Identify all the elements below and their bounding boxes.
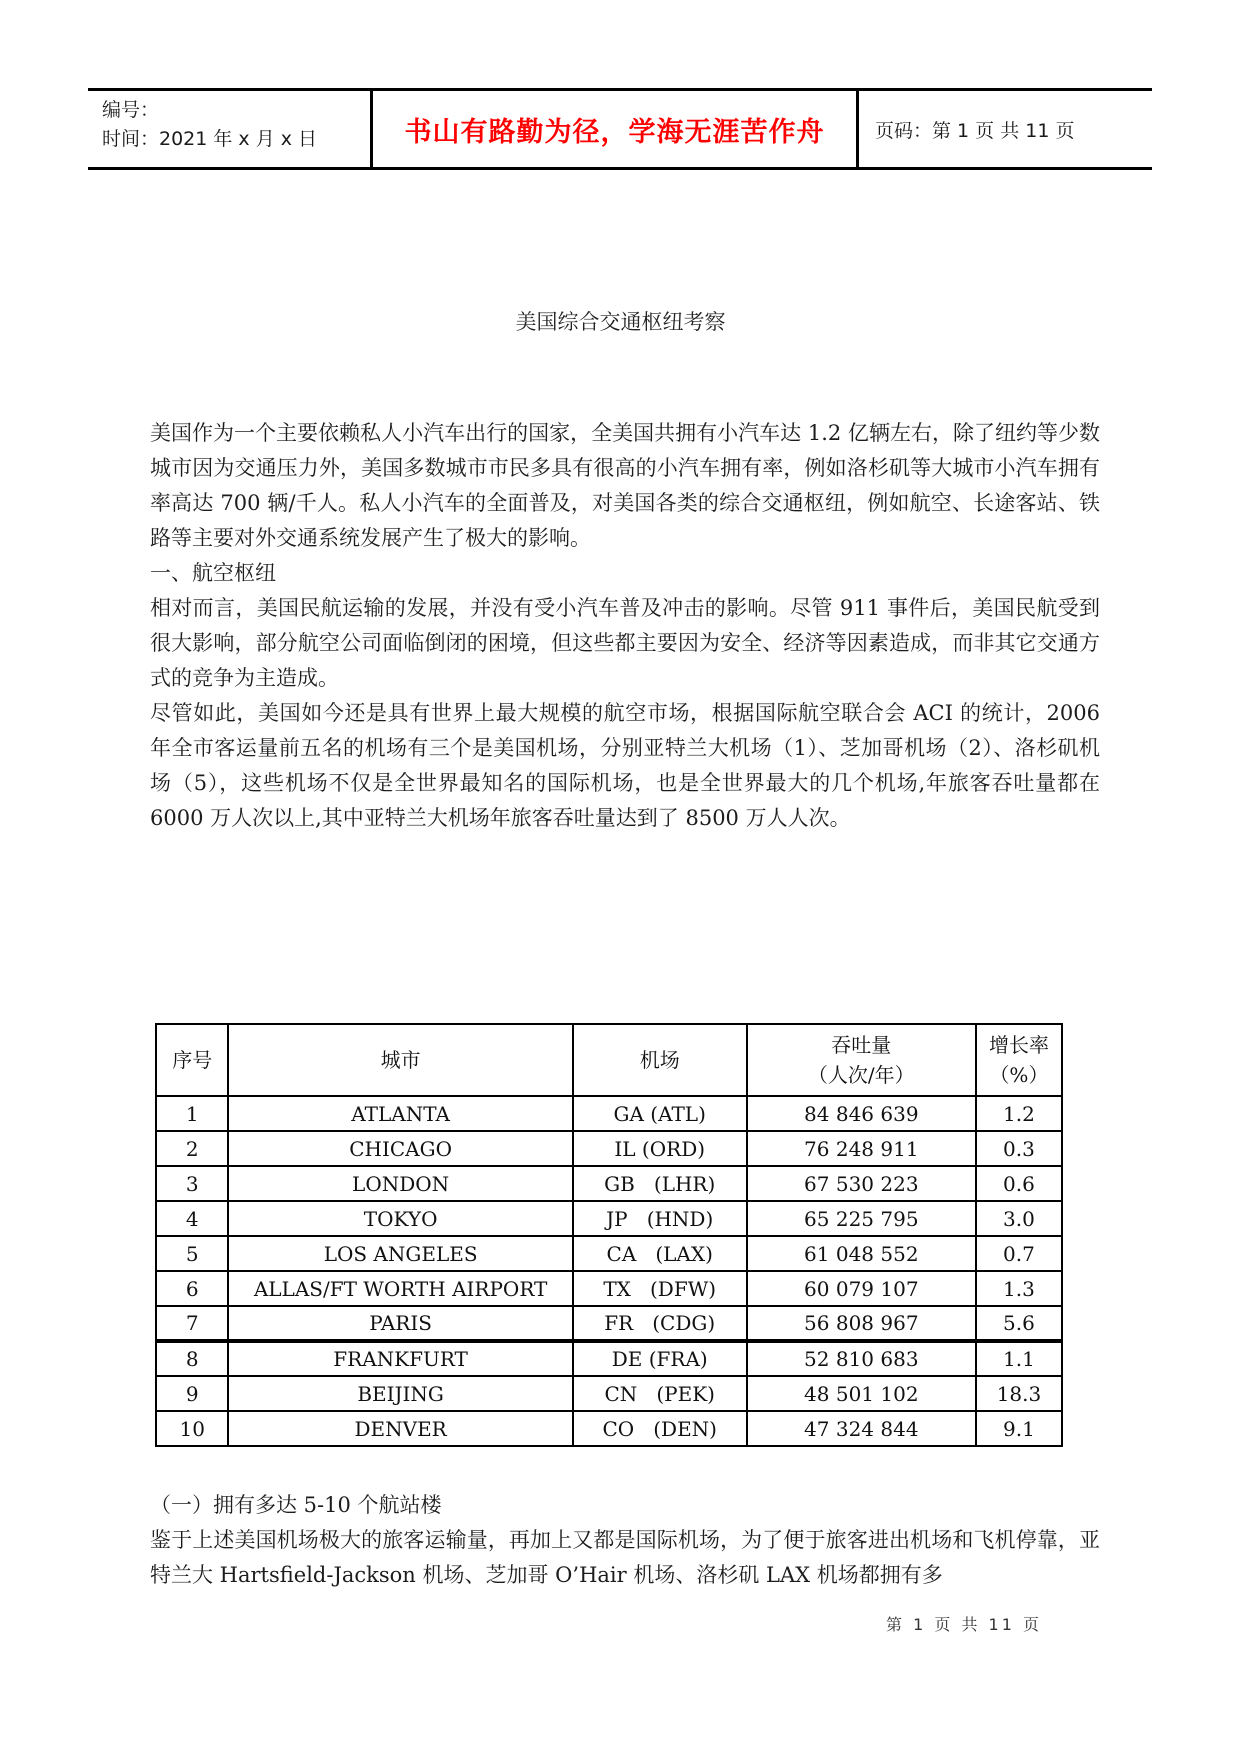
header-box <box>88 88 1152 170</box>
cell-throughput: 67 530 223 <box>747 1166 976 1201</box>
table-row <box>156 1376 1062 1411</box>
header-growth-line1: 增长率 <box>988 1033 1049 1057</box>
page-number-label: 页码：第 1 页 共 11 页 <box>875 119 1075 142</box>
cell-rank: 5 <box>156 1236 228 1271</box>
table-row <box>156 1341 1062 1376</box>
cell-growth-rate: 18.3 <box>976 1376 1062 1411</box>
page-footer: 第 1 页 共 11 页 <box>886 1615 1042 1634</box>
cell-throughput: 48 501 102 <box>747 1376 976 1411</box>
paragraph-terminals: 鉴于上述美国机场极大的旅客运输量，再加上又都是国际机场，为了便于旅客进出机场和飞机停靠，亚特兰大 Hartsfield-Jackson 机场、芝加哥 O’Hair 机场、洛杉矶 LAX 机场都拥有多 <box>150 1528 1100 1587</box>
cell-rank: 10 <box>156 1411 228 1446</box>
doc-time-label: 时间：2021 年 x 月 x 日 <box>102 128 318 150</box>
cell-throughput: 76 248 911 <box>747 1131 976 1166</box>
table-row <box>156 1201 1062 1236</box>
cell-rank: 4 <box>156 1201 228 1236</box>
header-cell-city: 城市 <box>228 1024 572 1096</box>
cell-city: LOS ANGELES <box>228 1236 572 1271</box>
airport-throughput-table <box>155 1023 1063 1447</box>
cell-growth-rate: 0.6 <box>976 1166 1062 1201</box>
cell-city: LONDON <box>228 1166 572 1201</box>
header-cell-growth <box>976 1024 1062 1096</box>
cell-throughput: 56 808 967 <box>747 1306 976 1341</box>
header-throughput-line1: 吞吐量 <box>831 1033 892 1057</box>
cell-throughput: 60 079 107 <box>747 1271 976 1306</box>
cell-growth-rate: 0.7 <box>976 1236 1062 1271</box>
subsection-heading-terminals: （一）拥有多达 5-10 个航站楼 <box>150 1493 442 1517</box>
table-row <box>156 1236 1062 1271</box>
airport-table-body <box>156 1096 1062 1446</box>
cell-city: PARIS <box>228 1306 572 1341</box>
header-growth-line2: （%） <box>989 1063 1049 1087</box>
cell-city: ALLAS/FT WORTH AIRPORT <box>228 1271 572 1306</box>
header-slogan-cell <box>370 91 856 167</box>
cell-rank: 7 <box>156 1306 228 1341</box>
cell-growth-rate: 3.0 <box>976 1201 1062 1236</box>
cell-rank: 3 <box>156 1166 228 1201</box>
cell-city: TOKYO <box>228 1201 572 1236</box>
cell-airport-code: GB (LHR) <box>573 1166 747 1201</box>
header-throughput-line2: （人次/年） <box>807 1063 915 1087</box>
table-header-row <box>156 1024 1062 1096</box>
cell-rank: 2 <box>156 1131 228 1166</box>
paragraph-aci-stats: 尽管如此，美国如今还是具有世界上最大规模的航空市场，根据国际航空联合会 ACI 的统计，2006 年全市客运量前五名的机场有三个是美国机场，分别亚特兰大机场（1）、芝加哥机场（2）、洛杉矶机场（5），这些机场不仅是全世界最知名的国际机场，也是全世界最大的几个机场,年旅客吞吐量都在 6000 万人次以上,其中亚特兰大机场年旅客吞吐量达到了 8500 万人人次。 <box>150 701 1100 830</box>
paragraph-civil-aviation: 相对而言，美国民航运输的发展，并没有受小汽车普及冲击的影响。尽管 911 事件后，美国民航受到很大影响，部分航空公司面临倒闭的困境，但这些都主要因为安全、经济等因素造成，而非其它交通方式的竞争为主造成。 <box>150 596 1100 690</box>
table-row <box>156 1411 1062 1446</box>
cell-airport-code: CA (LAX) <box>573 1236 747 1271</box>
main-text-block <box>150 416 1100 836</box>
cell-airport-code: FR (CDG) <box>573 1306 747 1341</box>
cell-growth-rate: 0.3 <box>976 1131 1062 1166</box>
header-cell-throughput <box>747 1024 976 1096</box>
cell-city: DENVER <box>228 1411 572 1446</box>
cell-throughput: 65 225 795 <box>747 1201 976 1236</box>
table-row <box>156 1271 1062 1306</box>
cell-airport-code: JP (HND) <box>573 1201 747 1236</box>
slogan-text: 书山有路勤为径，学海无涯苦作舟 <box>404 116 825 148</box>
cell-rank: 8 <box>156 1341 228 1376</box>
table-row <box>156 1306 1062 1341</box>
cell-throughput: 47 324 844 <box>747 1411 976 1446</box>
page-title: 美国综合交通枢纽考察 <box>515 310 726 334</box>
header-cell-no: 序号 <box>156 1024 228 1096</box>
cell-rank: 6 <box>156 1271 228 1306</box>
cell-growth-rate: 5.6 <box>976 1306 1062 1341</box>
section-heading-aviation: 一、航空枢纽 <box>150 561 276 585</box>
table-row <box>156 1131 1062 1166</box>
cell-throughput: 52 810 683 <box>747 1341 976 1376</box>
doc-number-label: 编号： <box>102 99 160 121</box>
table-row <box>156 1096 1062 1131</box>
header-page-cell <box>856 91 1152 167</box>
cell-city: CHICAGO <box>228 1131 572 1166</box>
cell-airport-code: DE (FRA) <box>573 1341 747 1376</box>
cell-growth-rate: 1.2 <box>976 1096 1062 1131</box>
cell-city: ATLANTA <box>228 1096 572 1131</box>
cell-throughput: 61 048 552 <box>747 1236 976 1271</box>
cell-airport-code: CO (DEN) <box>573 1411 747 1446</box>
cell-growth-rate: 9.1 <box>976 1411 1062 1446</box>
cell-city: FRANKFURT <box>228 1341 572 1376</box>
cell-rank: 9 <box>156 1376 228 1411</box>
cell-city: BEIJING <box>228 1376 572 1411</box>
header-meta-cell <box>88 91 370 167</box>
cell-airport-code: CN (PEK) <box>573 1376 747 1411</box>
cell-airport-code: TX (DFW) <box>573 1271 747 1306</box>
cell-airport-code: GA (ATL) <box>573 1096 747 1131</box>
paragraph-intro: 美国作为一个主要依赖私人小汽车出行的国家，全美国共拥有小汽车达 1.2 亿辆左右，除了纽约等少数城市因为交通压力外，美国多数城市市民多具有很高的小汽车拥有率，例如洛杉矶等大城市小汽车拥有率高达 700 辆/千人。私人小汽车的全面普及，对美国各类的综合交通枢纽，例如航空、长途客站、铁路等主要对外交通系统发展产生了极大的影响。 <box>150 421 1100 550</box>
cell-airport-code: IL (ORD) <box>573 1131 747 1166</box>
cell-growth-rate: 1.1 <box>976 1341 1062 1376</box>
bottom-text-block <box>150 1488 1100 1593</box>
cell-throughput: 84 846 639 <box>747 1096 976 1131</box>
cell-rank: 1 <box>156 1096 228 1131</box>
cell-growth-rate: 1.3 <box>976 1271 1062 1306</box>
header-cell-airport: 机场 <box>573 1024 747 1096</box>
table-row <box>156 1166 1062 1201</box>
